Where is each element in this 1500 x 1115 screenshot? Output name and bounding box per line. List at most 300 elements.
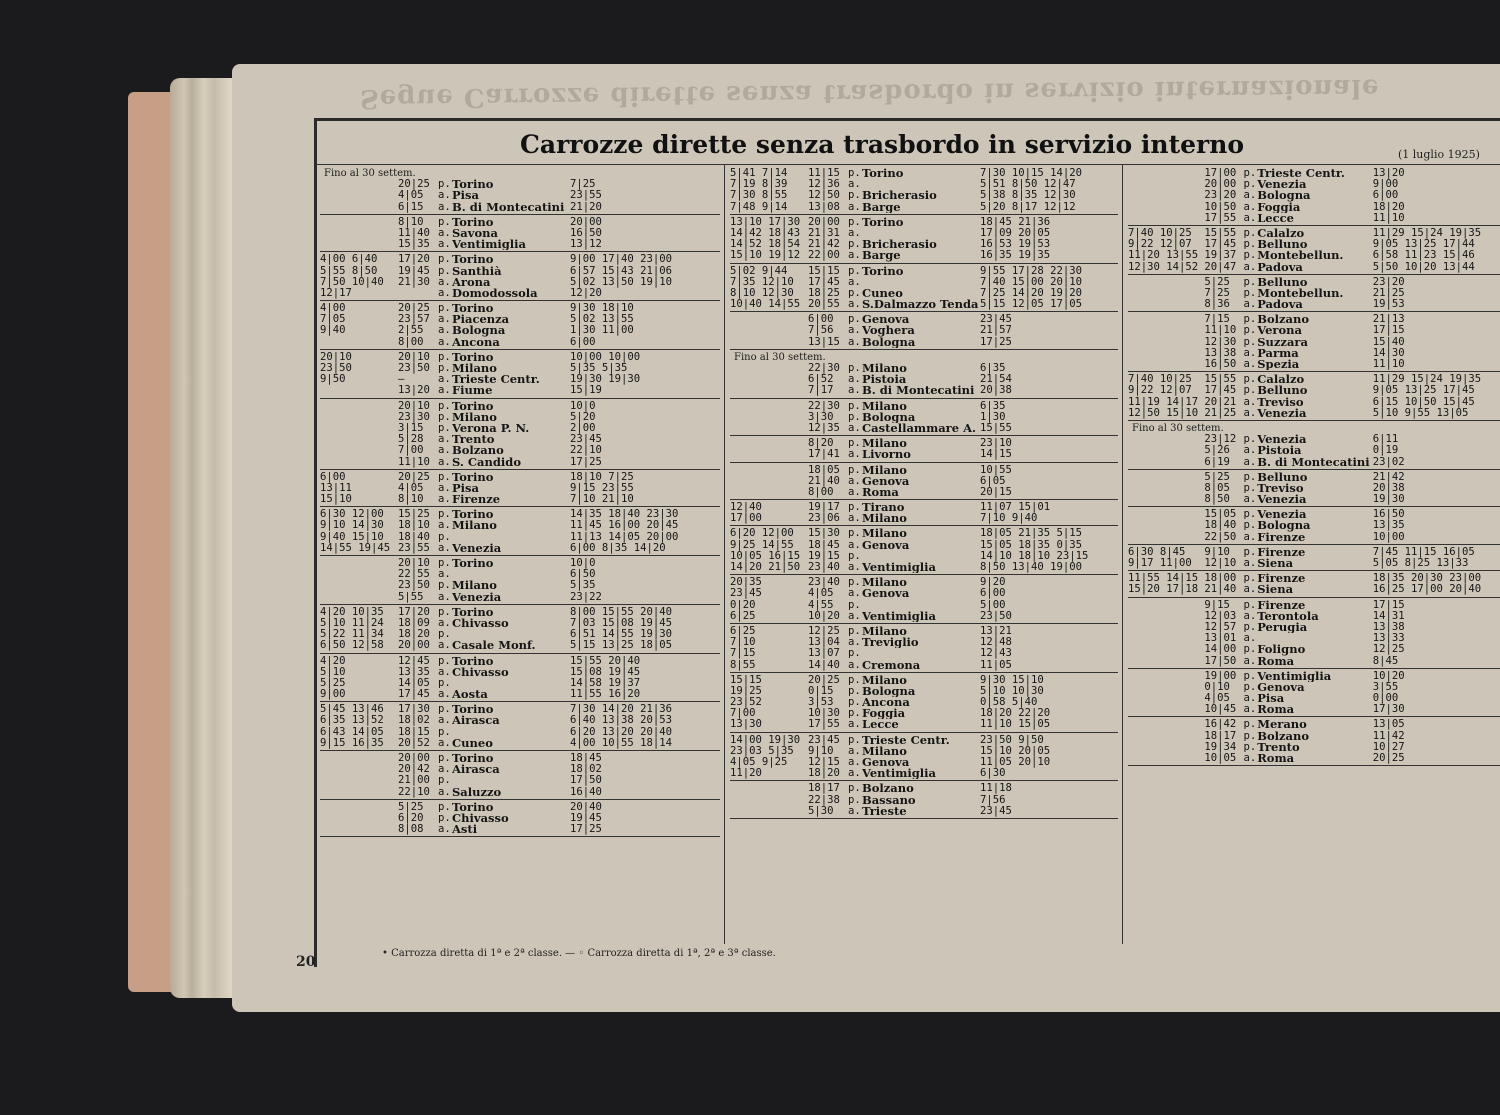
time-main: 19|17: [808, 502, 840, 514]
arrival-departure-flag: a.: [438, 313, 451, 326]
times-return: 12|48: [980, 637, 1012, 649]
timetable-row: [320, 689, 720, 700]
departure-times-left: 7|19 8|39: [730, 179, 788, 191]
station-name: Cuneo: [452, 737, 493, 750]
time-main: 9|10: [1204, 546, 1230, 558]
timetable-row: [730, 757, 1118, 768]
time-main: 5|28: [398, 434, 424, 446]
station-name: [452, 569, 570, 580]
time-main: 18|00: [1204, 573, 1237, 585]
departure-times-left: [320, 580, 398, 591]
station-name: Bologna: [862, 336, 916, 348]
departure-times-left: [320, 190, 398, 201]
arrival-departure-flag: a.: [1243, 493, 1257, 506]
departure-times-left: [320, 569, 398, 580]
service-block: [1128, 507, 1500, 545]
time-main: 20|00: [398, 753, 430, 765]
timetable-row: [1128, 509, 1500, 520]
timetable-row: [1128, 288, 1500, 299]
timetable-row: [730, 746, 1118, 757]
time-main: 20|25: [398, 179, 430, 191]
departure-times-left: 9|22 12|07: [1128, 385, 1192, 397]
timetable-row: [1128, 472, 1500, 483]
time-main: 20|10: [398, 351, 430, 363]
station-name: Foggia: [1257, 201, 1301, 213]
timetable-row: [1128, 633, 1500, 644]
service-block: [730, 215, 1118, 264]
time-main: 18|17: [1204, 730, 1237, 742]
station-name: Venezia: [1257, 407, 1307, 419]
station-name: Torino: [862, 265, 904, 277]
station-name: Bologna: [1257, 520, 1311, 532]
arrival-departure-flag: a.: [438, 200, 451, 213]
timetable-row: [730, 588, 1118, 599]
station-name: Foligno: [1257, 644, 1306, 656]
time-main: 17|30: [398, 704, 430, 716]
timetable-row: [730, 374, 1118, 385]
station-name: Merano: [1257, 719, 1307, 731]
arrival-departure-flag: p.: [1243, 598, 1257, 611]
arrival-departure-flag: p.: [1243, 286, 1257, 299]
time-main: 0|10: [1204, 681, 1230, 693]
arrival-departure-flag: p.: [1243, 620, 1257, 633]
station-name: Torino: [452, 704, 494, 716]
station-name: B. di Montecatini: [862, 385, 975, 397]
timetable-row: [730, 401, 1118, 412]
station-name: Spezia: [1257, 359, 1300, 371]
times-return: 10|0: [570, 558, 596, 570]
page-title: Carrozze dirette senza trasbordo in servizio interno: [520, 130, 1245, 159]
departure-times-left: 6|25: [730, 610, 756, 622]
timetable-row: [320, 824, 720, 835]
time-main: 17|00: [1204, 168, 1237, 179]
times-return: 9|00 17|40 23|00: [570, 254, 673, 266]
timetable-row: [1128, 671, 1500, 682]
times-return: 3|55: [1372, 681, 1399, 693]
timetable-row: [730, 438, 1118, 449]
station-name: Torino: [452, 254, 494, 266]
times-return: 8|00 15|55 20|40: [570, 606, 673, 618]
station-name: Firenze: [452, 494, 501, 506]
station-name: [862, 551, 980, 562]
service-block: [320, 654, 720, 703]
arrival-departure-flag: p.: [1243, 167, 1257, 179]
station-name: Milano: [862, 528, 907, 540]
departure-times-left: 4|20 10|35: [320, 606, 384, 618]
station-name: Treviglio: [862, 637, 919, 649]
time-main: 18|40: [398, 531, 430, 543]
times-return: 17|25: [570, 456, 602, 468]
station-name: Livorno: [862, 449, 911, 461]
time-main: 20|00: [398, 640, 430, 652]
timetable-row: [320, 190, 720, 201]
station-name: Venezia: [1257, 179, 1307, 191]
timetable-row: [1128, 408, 1500, 419]
times-return: 9|00: [1372, 179, 1399, 191]
times-return: 18|10 7|25: [570, 471, 634, 483]
station-name: Calalzo: [1257, 374, 1305, 386]
times-return: 10|00: [1372, 531, 1405, 543]
times-return: 12|43: [980, 648, 1012, 660]
station-name: Chivasso: [452, 812, 509, 825]
time-main: 18|10: [398, 520, 430, 532]
times-return: 6|35: [980, 400, 1006, 412]
arrival-departure-flag: a.: [438, 665, 451, 678]
time-main: 21|42: [808, 239, 840, 251]
arrival-departure-flag: a.: [848, 335, 861, 348]
station-name: [452, 629, 570, 640]
timetable-row: [320, 607, 720, 618]
times-return: 7|10 21|10: [570, 494, 634, 506]
station-name: Torino: [452, 179, 494, 191]
times-return: 18|20: [1372, 201, 1405, 213]
station-name: Verona P. N.: [452, 422, 530, 435]
time-main: 17|45: [808, 276, 840, 288]
timetable-row: [1128, 547, 1500, 558]
time-main: 11|10: [1204, 325, 1237, 337]
timetable-row: [320, 266, 720, 277]
station-name: Bricherasio: [862, 190, 937, 202]
station-name: Torino: [452, 655, 494, 667]
timetable-row: [730, 562, 1118, 573]
arrival-departure-flag: p.: [438, 557, 451, 570]
time-main: 12|35: [808, 422, 840, 434]
station-name: Tirano: [862, 502, 905, 514]
departure-times-left: 5|02 9|44: [730, 265, 788, 277]
time-main: 14|00: [1204, 644, 1237, 656]
departure-times-left: [1128, 325, 1204, 336]
time-main: 10|50: [1204, 201, 1237, 213]
times-return: 13|12: [570, 239, 602, 251]
station-name: Barge: [862, 250, 901, 262]
station-name: B. di Montecatini: [452, 201, 565, 213]
departure-times-left: [320, 202, 398, 213]
departure-times-left: [730, 438, 808, 449]
departure-times-left: [730, 325, 808, 336]
timetable-row: [730, 768, 1118, 779]
departure-times-left: [320, 423, 398, 434]
arrival-departure-flag: p.: [1243, 238, 1257, 251]
departure-times-left: 7|15: [730, 648, 756, 660]
times-return: 11|05: [980, 659, 1012, 671]
times-return: 23|45: [570, 434, 602, 446]
timetable-row: [730, 577, 1118, 588]
timetable-row: [1128, 584, 1500, 595]
departure-times-left: 14|55 19|45: [320, 542, 391, 554]
service-block: [320, 751, 720, 800]
station-name: Treviso: [1257, 396, 1304, 408]
time-main: 19|00: [1204, 670, 1237, 682]
times-return: 13|38: [1372, 621, 1405, 633]
arrival-departure-flag: p.: [848, 598, 861, 611]
times-return: 19|30 19|30: [570, 374, 641, 386]
times-return: 7|45 11|15 16|05: [1372, 546, 1475, 558]
station-name: Genova: [862, 539, 910, 551]
station-name: Domodossola: [452, 287, 538, 300]
time-main: 15|35: [398, 239, 430, 251]
station-name: Belluno: [1257, 239, 1308, 251]
time-main: 5|30: [808, 805, 834, 817]
station-name: Venezia: [452, 542, 502, 555]
departure-times-left: 4|20: [320, 655, 346, 667]
station-name: Roma: [1257, 655, 1295, 667]
departure-times-left: [1128, 520, 1204, 531]
timetable-row: [730, 686, 1118, 697]
departure-times-left: [1128, 277, 1204, 288]
times-return: 22|10: [570, 445, 602, 457]
station-name: Torino: [452, 801, 494, 813]
arrival-departure-flag: p.: [1243, 433, 1257, 446]
arrival-departure-flag: a.: [1243, 703, 1257, 716]
arrival-departure-flag: a.: [438, 444, 451, 457]
departure-times-left: 6|20 12|00: [730, 528, 794, 540]
timetable-row: [1128, 397, 1500, 408]
times-return: 20|40: [570, 801, 602, 813]
times-return: 15|08 19|45: [570, 666, 641, 678]
timetable-row: [320, 412, 720, 423]
service-block: [730, 781, 1118, 819]
times-return: 6|11: [1372, 434, 1399, 446]
time-main: 18|25: [808, 287, 840, 299]
times-return: 12|25: [1372, 644, 1405, 656]
arrival-departure-flag: p.: [848, 707, 861, 720]
time-main: 20|21: [1204, 396, 1237, 408]
station-name: Fiume: [452, 385, 493, 397]
service-block: [320, 252, 720, 301]
times-return: 6|00: [1372, 190, 1399, 202]
times-return: 5|10 10|30: [980, 685, 1044, 697]
station-name: Calalzo: [1257, 227, 1305, 240]
departure-times-left: 7|00: [730, 708, 756, 720]
times-return: 5|35: [570, 580, 596, 592]
time-main: 7|17: [808, 385, 834, 397]
times-return: 6|00 8|35 14|20: [570, 542, 666, 554]
arrival-departure-flag: p.: [438, 350, 451, 363]
times-return: 7|30 14|20 21|36: [570, 704, 673, 716]
timetable-row: [730, 363, 1118, 374]
arrival-departure-flag: p.: [438, 530, 451, 543]
times-return: 7|30 10|15 14|20: [980, 168, 1083, 179]
service-block: [730, 436, 1118, 462]
departure-times-left: 4|00 6|40: [320, 254, 378, 266]
timetable-row: [1128, 644, 1500, 655]
arrival-departure-flag: a.: [438, 736, 451, 749]
departure-times-left: 9|50: [320, 374, 346, 386]
arrival-departure-flag: p.: [1243, 508, 1257, 521]
departure-times-left: 7|40 10|25: [1128, 374, 1192, 386]
service-block: [320, 166, 720, 215]
departure-times-left: [730, 465, 808, 476]
departure-times-left: [320, 412, 398, 423]
times-return: 13|05: [1372, 719, 1405, 731]
timetable-row: [320, 629, 720, 640]
departure-times-left: [730, 412, 808, 423]
departure-times-left: [320, 813, 398, 824]
arrival-departure-flag: p.: [438, 410, 451, 423]
arrival-departure-flag: p.: [438, 264, 451, 277]
timetable-row: [320, 314, 720, 325]
departure-times-left: [320, 217, 398, 228]
arrival-departure-flag: p.: [438, 605, 451, 618]
timetable-row: [320, 753, 720, 764]
times-return: 8|50 13|40 19|00: [980, 562, 1083, 574]
time-main: 16|42: [1204, 719, 1237, 731]
times-return: 6|40 13|38 20|53: [570, 715, 673, 727]
time-main: 4|05: [1204, 693, 1230, 705]
times-return: 16|50: [1372, 509, 1405, 521]
arrival-departure-flag: p.: [848, 527, 861, 540]
time-main: 20|10: [398, 400, 430, 412]
times-return: 6|35: [980, 363, 1006, 375]
timetable-row: [1128, 483, 1500, 494]
times-return: 16|50: [570, 227, 602, 239]
station-name: Genova: [1257, 681, 1305, 694]
departure-times-left: 15|15: [730, 674, 762, 686]
timetable-row: [730, 528, 1118, 539]
arrival-departure-flag: a.: [1243, 752, 1257, 765]
time-main: 8|00: [808, 486, 834, 498]
time-main: 14|05: [398, 677, 430, 689]
station-name: Milano: [452, 411, 497, 423]
time-main: 3|15: [398, 422, 424, 434]
time-main: 23|57: [398, 314, 430, 326]
arrival-departure-flag: a.: [438, 481, 451, 494]
arrival-departure-flag: p.: [848, 624, 861, 637]
times-return: 6|20 13|20 20|40: [570, 726, 673, 738]
time-main: 21|31: [808, 227, 840, 239]
departure-times-left: 14|42 18|43: [730, 227, 801, 239]
times-return: 5|15 13|25 18|05: [570, 640, 673, 652]
column-divider: [1122, 164, 1123, 944]
arrival-departure-flag: p.: [848, 696, 861, 709]
arrival-departure-flag: a.: [438, 373, 451, 386]
departure-times-left: 10|40 14|55: [730, 299, 801, 311]
time-main: 23|55: [398, 542, 430, 554]
timetable-row: [320, 228, 720, 239]
arrival-departure-flag: a.: [438, 639, 451, 652]
departure-times-left: 6|30 8|45: [1128, 546, 1186, 558]
times-return: 20|15: [980, 486, 1012, 498]
service-block: [1128, 470, 1500, 508]
departure-times-left: 5|25: [320, 677, 346, 689]
station-name: [862, 277, 980, 288]
departure-times-left: 7|30 8|55: [730, 190, 788, 202]
station-name: Aosta: [452, 689, 488, 701]
departure-times-left: [1128, 731, 1204, 742]
timetable-row: [1128, 682, 1500, 693]
station-name: [862, 179, 980, 190]
time-main: 21|00: [398, 775, 430, 787]
arrival-departure-flag: a.: [848, 744, 861, 757]
arrival-departure-flag: p.: [438, 253, 451, 266]
timetable-row: [730, 385, 1118, 396]
arrival-departure-flag: a.: [848, 609, 861, 622]
time-main: 23|30: [398, 411, 430, 423]
timetable-row: [1128, 434, 1500, 445]
departure-times-left: [730, 783, 808, 794]
times-return: 20|38: [980, 385, 1012, 397]
arrival-departure-flag: p.: [1243, 740, 1257, 753]
arrival-departure-flag: a.: [848, 658, 861, 671]
departure-times-left: [1128, 622, 1204, 633]
departure-times-left: 12|40: [730, 502, 762, 514]
departure-times-left: [1128, 509, 1204, 520]
arrival-departure-flag: p.: [1243, 729, 1257, 742]
timetable-row: [1128, 656, 1500, 667]
timetable-row: [320, 374, 720, 385]
timetable-row: [320, 483, 720, 494]
station-name: Bolzano: [452, 445, 504, 457]
departure-times-left: [320, 179, 398, 190]
time-main: 17|41: [808, 449, 840, 461]
departure-times-left: [1128, 288, 1204, 299]
station-name: Chivasso: [452, 666, 509, 678]
station-name: Genova: [862, 475, 910, 487]
departure-times-left: 11|19 14|17: [1128, 396, 1199, 408]
departure-times-left: 8|10 12|30: [730, 287, 794, 299]
arrival-departure-flag: a.: [438, 616, 451, 629]
timetable-row: [1128, 202, 1500, 213]
time-main: 20|00: [808, 216, 840, 228]
departure-times-left: 9|17 11|00: [1128, 558, 1192, 570]
times-return: 11|13 14|05 20|00: [570, 531, 679, 543]
times-return: 11|29 15|24 19|35: [1372, 374, 1482, 386]
station-name: S.Dalmazzo Tenda: [862, 299, 979, 311]
times-return: 11|45 16|00 20|45: [570, 520, 679, 532]
times-return: 2|00: [570, 422, 596, 434]
arrival-departure-flag: a.: [438, 189, 451, 202]
station-name: Milano: [452, 580, 497, 592]
times-return: 11|05 20|10: [980, 757, 1051, 769]
timetable-row: [320, 618, 720, 629]
service-block: [320, 399, 720, 470]
time-main: [398, 288, 438, 299]
departure-times-left: [1128, 600, 1204, 611]
arrival-departure-flag: p.: [848, 238, 861, 251]
departure-times-left: 9|40: [320, 325, 346, 337]
station-name: [452, 727, 570, 738]
time-main: 8|10: [398, 216, 424, 228]
departure-times-left: 6|43 14|05: [320, 726, 384, 738]
time-main: 8|00: [398, 336, 424, 348]
arrival-departure-flag: a.: [848, 448, 861, 461]
time-main: 15|15: [808, 265, 840, 277]
station-name: Pisa: [452, 482, 479, 495]
timetable-row: [320, 764, 720, 775]
station-name: Cremona: [862, 659, 921, 671]
departure-times-left: [730, 385, 808, 396]
departure-times-left: [730, 806, 808, 817]
station-name: Chivasso: [452, 617, 509, 630]
timetable-row: [320, 363, 720, 374]
departure-times-left: [1128, 693, 1204, 704]
times-return: 21|42: [1372, 471, 1405, 483]
time-main: 23|20: [1204, 190, 1237, 202]
times-return: 11|07 15|01: [980, 502, 1051, 514]
timetable-row: [320, 239, 720, 250]
times-return: 9|05 13|25 17|45: [1372, 385, 1475, 397]
time-main: 12|30: [1204, 336, 1237, 348]
station-name: Milano: [862, 674, 907, 686]
arrival-departure-flag: a.: [848, 512, 861, 525]
departure-times-left: 23|52: [730, 697, 762, 709]
time-main: 7|56: [808, 325, 834, 337]
time-main: 8|50: [1204, 494, 1230, 506]
arrival-departure-flag: a.: [1243, 260, 1257, 273]
times-return: 6|58 11|23 15|46: [1372, 250, 1475, 262]
arrival-departure-flag: p.: [438, 725, 451, 738]
station-name: Siena: [1257, 558, 1294, 570]
